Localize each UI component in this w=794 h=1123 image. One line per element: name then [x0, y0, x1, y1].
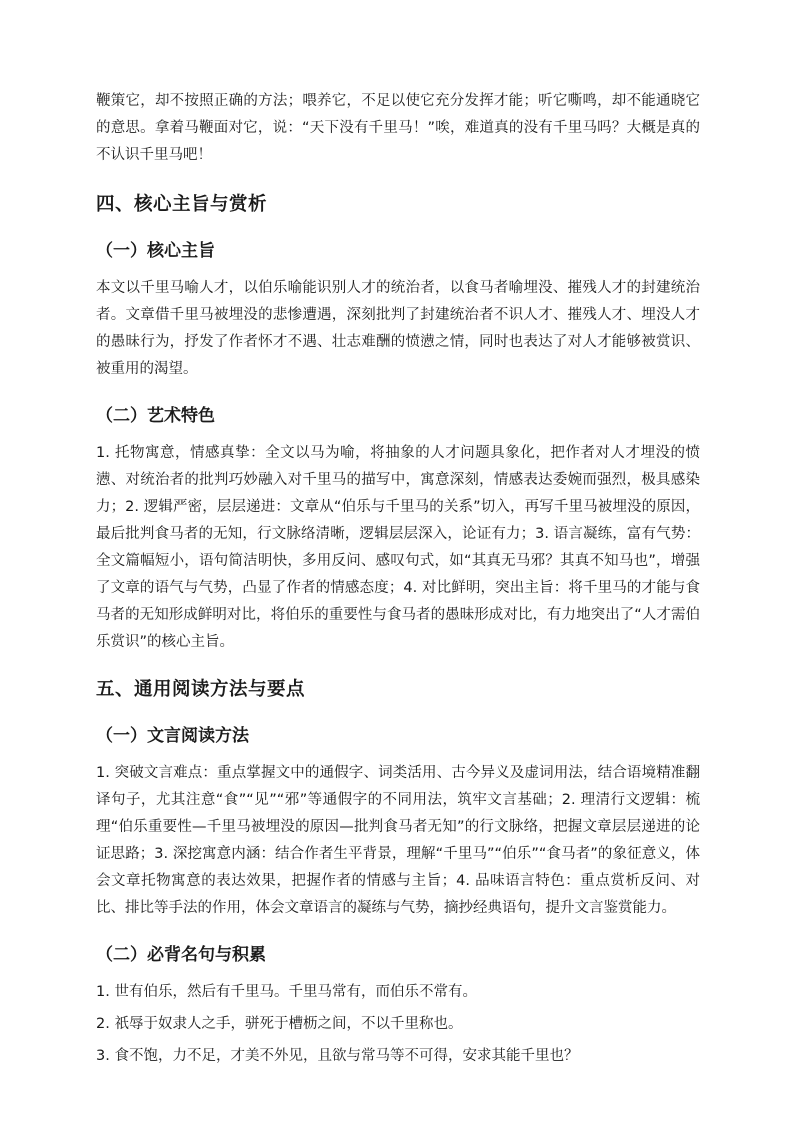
section-heading-reading-methods: 五、通用阅读方法与要点: [96, 679, 306, 700]
list-item: 3. 食不饱，力不足，才美不外见，且欲与常马等不可得，安求其能千里也？: [96, 1048, 579, 1064]
list-item: 1. 世有伯乐，然后有千里马。千里马常有，而伯乐不常有。: [96, 984, 477, 1000]
document-page: [96, 88, 700, 1075]
classical-reading-paragraph: 1. 突破文言难点：重点掌握文中的通假字、词类活用、古今异义及虚词用法，结合语境精准翻译句子，尤其注意“食”“见”“邪”等通假字的不同用法，筑牢文言基础；2. 理清行文逻辑：梳理“伯乐重要性—千里马被埋没的原因—批判食马者无知”的行文脉络，把握文章层层递进的论证思路；3. 深挖寓意内涵：结合作者生平背景，理解“千里马”“伯乐”“食马者”的象征意义，体会文章托物寓意的表达效果，把握作者的情感与主旨；4. 品味语言特色：重点赏析反问、对比、排比等手法的作用，体会文章语言的凝练与气势，摘抄经典语句，提升文言鉴赏能力。: [96, 765, 700, 916]
subheading-artistic-features: （二）艺术特色: [96, 406, 215, 426]
intro-paragraph: 鞭策它，却不按照正确的方法；喂养它，不足以使它充分发挥才能；听它嘶鸣，却不能通晓它的意思。拿着马鞭面对它，说：“天下没有千里马！”唉，难道真的没有千里马吗？大概是真的不认识千里马吧！: [96, 93, 700, 163]
section-heading-core-theme: 四、核心主旨与赏析: [96, 194, 268, 215]
subheading-classical-reading: （一）文言阅读方法: [96, 726, 249, 746]
artistic-features-paragraph: 1. 托物寓意，情感真挚：全文以马为喻，将抽象的人才问题具象化，把作者对人才埋没的愤懑、对统治者的批判巧妙融入对千里马的描写中，寓意深刻，情感表达委婉而强烈，极具感染力；2. 逻辑严密，层层递进：文章从“伯乐与千里马的关系”切入，再写千里马被埋没的原因，最后批判食马者的无知，行文脉络清晰，逻辑层层深入，论证有力；3. 语言凝练，富有气势：全文篇幅短小，语句简洁明快，多用反问、感叹句式，如“其真无马邪？其真不知马也”，增强了文章的语气与气势，凸显了作者的情感态度；4. 对比鲜明，突出主旨：将千里马的才能与食马者的无知形成鲜明对比，将伯乐的重要性与食马者的愚昧形成对比，有力地突出了“人才需伯乐赏识”的核心主旨。: [96, 445, 700, 650]
subheading-famous-quotes: （二）必背名句与积累: [96, 945, 266, 965]
subheading-core-theme: （一）核心主旨: [96, 241, 215, 261]
list-item: 2. 祇辱于奴隶人之手，骈死于槽枥之间，不以千里称也。: [96, 1016, 463, 1032]
core-theme-paragraph: 本文以千里马喻人才，以伯乐喻能识别人才的统治者，以食马者喻埋没、摧残人才的封建统治者。文章借千里马被埋没的悲惨遭遇，深刻批判了封建统治者不识人才、摧残人才、埋没人才的愚昧行为，抒发了作者怀才不遇、壮志难酬的愤懑之情，同时也表达了对人才能够被赏识、被重用的渴望。: [96, 280, 700, 377]
